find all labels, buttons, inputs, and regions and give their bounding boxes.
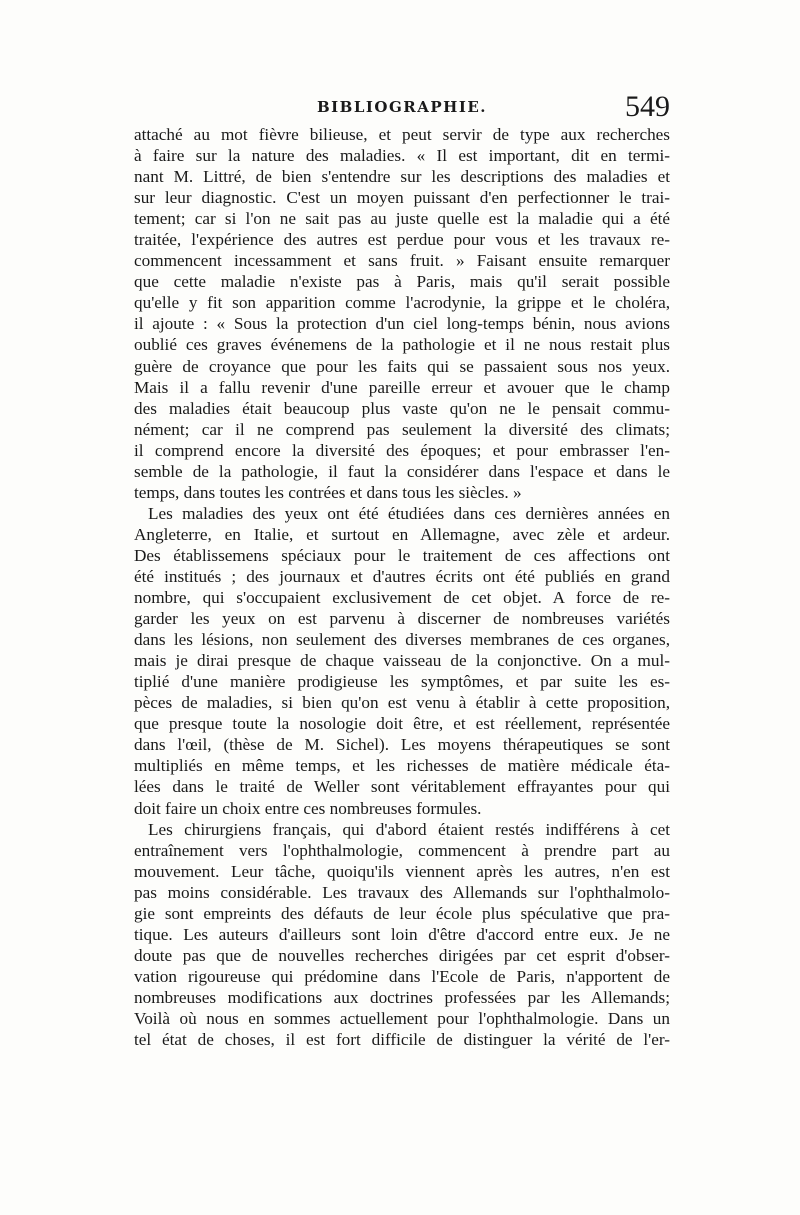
- text-line: nant M. Littré, de bien s'entendre sur les descriptions des maladies et: [134, 167, 670, 187]
- body-text: [134, 124, 670, 1050]
- text-line: garder les yeux on est parvenu à discerner de nombreuses variétés: [134, 609, 670, 629]
- text-line: dans l'œil, (thèse de M. Sichel). Les moyens thérapeutiques se sont: [134, 735, 670, 755]
- text-line: doit faire un choix entre ces nombreuses formules.: [134, 798, 482, 818]
- text-line: Angleterre, en Italie, et surtout en Allemagne, avec zèle et ardeur.: [134, 524, 670, 544]
- text-line: nombre, qui s'occupaient exclusivement de cet objet. A force de re-: [134, 588, 670, 608]
- text-line: nément; car il ne comprend pas seulement la diversité des climats;: [134, 419, 670, 439]
- text-line: pas moins considérable. Les travaux des Allemands sur l'ophthalmolo-: [134, 882, 670, 902]
- text-line: oublié ces graves événemens de la pathologie et il ne nous restait plus: [134, 335, 670, 355]
- text-line: il comprend encore la diversité des époques; et pour embrasser l'en-: [134, 440, 670, 460]
- text-line: Les maladies des yeux ont été étudiées dans ces dernières années en: [148, 503, 670, 523]
- text-line: sur leur diagnostic. C'est un moyen puissant d'en perfectionner le trai-: [134, 188, 670, 208]
- text-line: mouvement. Leur tâche, quoiqu'ils viennent après les autres, n'en est: [134, 861, 670, 881]
- text-line: attaché au mot fièvre bilieuse, et peut servir de type aux recherches: [134, 125, 670, 144]
- text-line: pèces de maladies, si bien qu'on est venu à établir à cette proposition,: [134, 693, 670, 713]
- text-line: commencent incessamment et sans fruit. » Faisant ensuite remarquer: [134, 251, 670, 271]
- text-line: que presque toute la nosologie doit être, et est réellement, représentée: [134, 714, 670, 734]
- text-line: Les chirurgiens français, qui d'abord étaient restés indifférens à cet: [148, 819, 670, 839]
- text-line: entraînement vers l'ophthalmologie, commencent à prendre part au: [134, 840, 670, 860]
- text-line: il ajoute : « Sous la protection d'un ciel long-temps bénin, nous avions: [134, 314, 670, 334]
- text-line: qu'elle y fit son apparition comme l'acrodynie, la grippe et le choléra,: [134, 293, 670, 313]
- text-line: gie sont empreints des défauts de leur école plus spéculative que pra-: [134, 903, 670, 923]
- text-line: tement; car si l'on ne sait pas au juste quelle est la maladie qui a été: [134, 209, 670, 229]
- text-line: lées dans le traité de Weller sont véritablement effrayantes pour qui: [134, 777, 670, 797]
- text-line: que cette maladie n'existe pas à Paris, mais qu'il serait possible: [134, 272, 670, 292]
- text-line: guère de croyance que pour les faits qui se passaient sous nos yeux.: [134, 356, 670, 376]
- text-line: à faire sur la nature des maladies. « Il est important, dit en termi-: [134, 146, 670, 166]
- text-line: multipliés en même temps, et les richesses de matière médicale éta-: [134, 756, 670, 776]
- text-line: dans les lésions, non seulement des diverses membranes de ces organes,: [134, 630, 670, 650]
- text-line: doute pas que de nouvelles recherches dirigées par cet esprit d'obser-: [134, 945, 670, 965]
- text-line: semble de la pathologie, il faut la considérer dans l'espace et dans le: [134, 461, 670, 481]
- text-line: traitée, l'expérience des autres est perdue pour vous et les travaux re-: [134, 230, 670, 250]
- running-head: BIBLIOGRAPHIE.: [316, 98, 488, 116]
- page-number: 549: [625, 90, 670, 123]
- text-line: vation rigoureuse qui prédomine dans l'Ecole de Paris, n'apportent de: [134, 966, 670, 986]
- text-line: tique. Les auteurs d'ailleurs sont loin d'être d'accord entre eux. Je ne: [134, 924, 670, 944]
- page-header: [134, 92, 670, 128]
- text-line: des maladies était beaucoup plus vaste qu'on ne le pensait commu-: [134, 398, 670, 418]
- text-line: Mais il a fallu revenir d'une pareille erreur et avouer que le champ: [134, 377, 670, 397]
- text-line: Voilà où nous en sommes actuellement pour l'ophthalmologie. Dans un: [134, 1008, 670, 1028]
- text-line: tiplié d'une manière prodigieuse les symptômes, et par suite les es-: [134, 672, 670, 692]
- text-line: tel état de choses, il est fort difficile de distinguer la vérité de l'er-: [134, 1030, 670, 1050]
- text-line: mais je dirai presque de chaque vaisseau de la conjonctive. On a mul-: [134, 651, 670, 671]
- text-line: nombreuses modifications aux doctrines professées par les Allemands;: [134, 987, 670, 1007]
- text-line: temps, dans toutes les contrées et dans tous les siècles. »: [134, 482, 522, 502]
- text-line: Des établissemens spéciaux pour le traitement de ces affections ont: [134, 545, 670, 565]
- text-line: été institués ; des journaux et d'autres écrits ont été publiés en grand: [134, 566, 670, 586]
